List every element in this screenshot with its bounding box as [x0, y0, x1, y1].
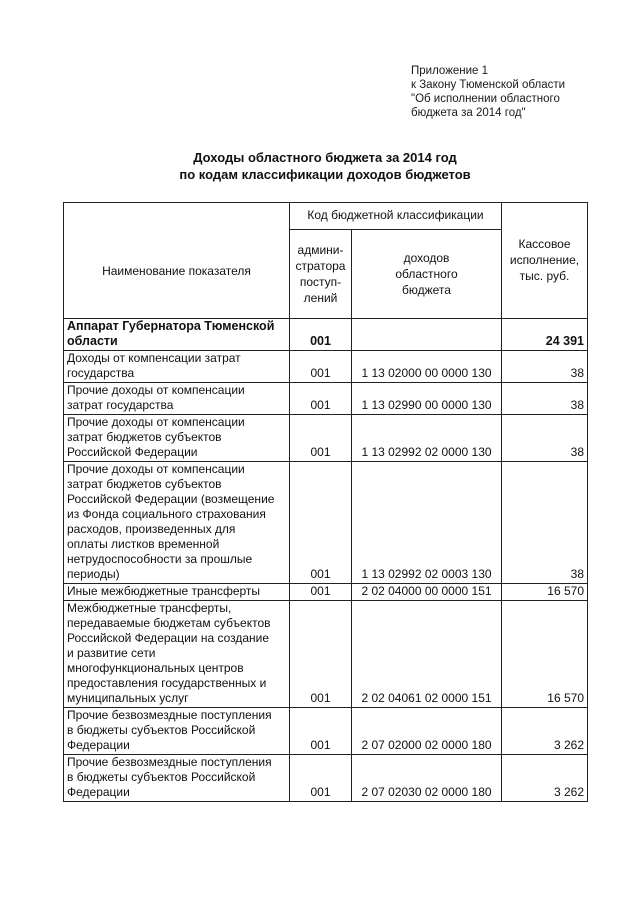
row-income-code-cell: 1 13 02992 02 0000 130: [352, 415, 502, 462]
revenue-table: [63, 202, 588, 802]
row-name-cell: Доходы от компенсации затрат государства: [64, 351, 290, 383]
row-admin-code-cell: 001: [290, 462, 352, 584]
row-admin-code-cell: 001: [290, 601, 352, 708]
row-name-cell: Прочие безвозмездные поступления в бюджеты субъектов Российской Федерации: [64, 755, 290, 802]
row-amount-cell: 3 262: [502, 755, 588, 802]
row-income-code-cell: 2 07 02000 02 0000 180: [352, 708, 502, 755]
appendix-line: к Закону Тюменской области: [411, 79, 566, 91]
row-income-code-cell: 2 07 02030 02 0000 180: [352, 755, 502, 802]
row-name-cell: Прочие безвозмездные поступления в бюджеты субъектов Российской Федерации: [64, 708, 290, 755]
row-amount-cell: 3 262: [502, 708, 588, 755]
appendix-line: бюджета за 2014 год": [411, 107, 526, 119]
row-income-code-cell: 1 13 02990 00 0000 130: [352, 383, 502, 415]
row-admin-code-cell: 001: [290, 319, 352, 351]
row-amount-cell: 38: [502, 415, 588, 462]
row-admin-code-cell: 001: [290, 708, 352, 755]
table-row: [64, 601, 588, 708]
row-admin-code-cell: 001: [290, 383, 352, 415]
row-amount-cell: 38: [502, 383, 588, 415]
header-cash-execution: Кассовое исполнение, тыс. руб.: [502, 203, 588, 319]
row-name-cell: Прочие доходы от компенсации затрат государства: [64, 383, 290, 415]
row-admin-code-cell: 001: [290, 351, 352, 383]
table-row: [64, 351, 588, 383]
row-amount-cell: 38: [502, 351, 588, 383]
row-amount-cell: 16 570: [502, 601, 588, 708]
header-income: доходов областного бюджета: [352, 230, 502, 319]
header-indicator-name: Наименование показателя: [64, 203, 290, 319]
document-title: [0, 149, 640, 183]
row-name-cell: Прочие доходы от компенсации затрат бюджетов субъектов Российской Федерации: [64, 415, 290, 462]
row-name-cell: Прочие доходы от компенсации затрат бюджетов субъектов Российской Федерации (возмещение из Фонда социального страхования расходов, произведенных для оплаты листков временной нетрудоспособности за прошлые периоды): [64, 462, 290, 584]
row-amount-cell: 16 570: [502, 584, 588, 601]
row-income-code-cell: 2 02 04000 00 0000 151: [352, 584, 502, 601]
table-row: [64, 584, 588, 601]
table-body: [64, 319, 588, 802]
row-amount-cell: 38: [502, 462, 588, 584]
table-row: [64, 708, 588, 755]
title-line-2: по кодам классификации доходов бюджетов: [179, 167, 471, 182]
row-income-code-cell: [352, 319, 502, 351]
table-row: [64, 383, 588, 415]
header-administrator: админи- стратора поступ- лений: [290, 230, 352, 319]
table-row: [64, 415, 588, 462]
row-name-cell: Межбюджетные трансферты, передаваемые бюджетам субъектов Российской Федерации на создание и развитие сети многофункциональных центров предоставления государственных и муниципальных услуг: [64, 601, 290, 708]
row-admin-code-cell: 001: [290, 584, 352, 601]
table-row: [64, 319, 588, 351]
title-line-1: Доходы областного бюджета за 2014 год: [193, 150, 457, 165]
row-admin-code-cell: 001: [290, 755, 352, 802]
row-name-cell: Аппарат Губернатора Тюменской области: [64, 319, 290, 351]
row-admin-code-cell: 001: [290, 415, 352, 462]
appendix-note: [411, 64, 565, 120]
appendix-line: Приложение 1: [411, 65, 489, 77]
table-row: [64, 462, 588, 584]
row-name-cell: Иные межбюджетные трансферты: [64, 584, 290, 601]
row-income-code-cell: 2 02 04061 02 0000 151: [352, 601, 502, 708]
row-income-code-cell: 1 13 02992 02 0003 130: [352, 462, 502, 584]
header-budget-code: Код бюджетной классификации: [290, 203, 502, 230]
row-amount-cell: 24 391: [502, 319, 588, 351]
table-row: [64, 755, 588, 802]
row-income-code-cell: 1 13 02000 00 0000 130: [352, 351, 502, 383]
appendix-line: "Об исполнении областного: [411, 93, 560, 105]
